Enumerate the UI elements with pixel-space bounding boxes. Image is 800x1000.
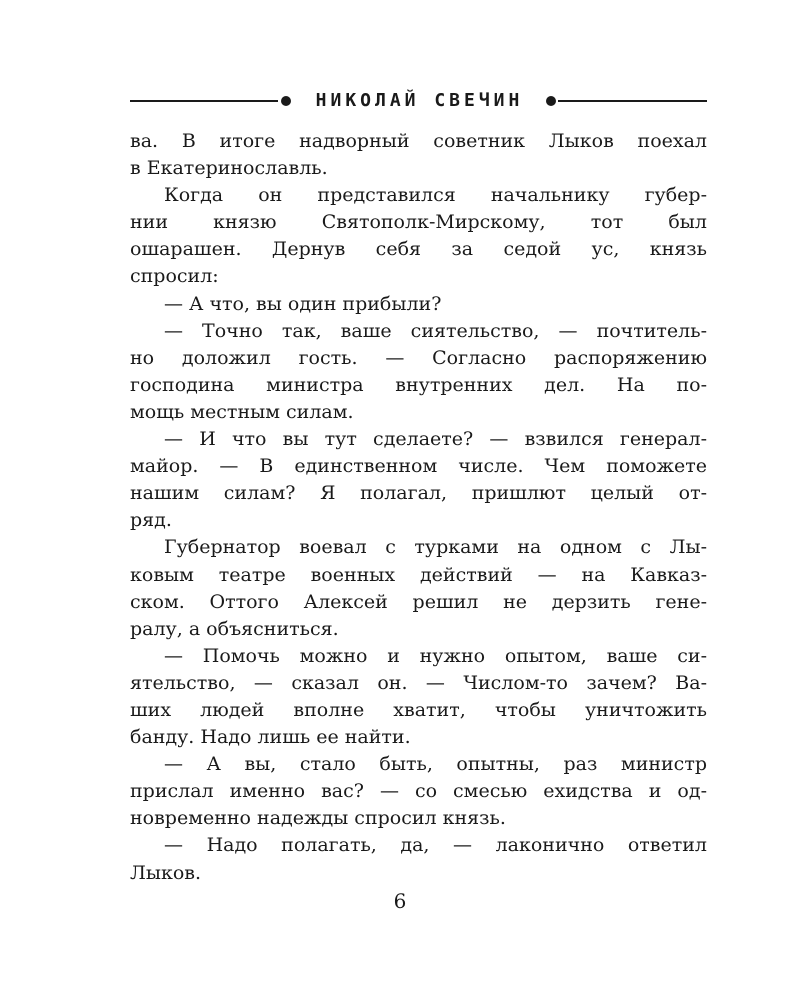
text-line: ском. Оттого Алексей решил не дерзить гене- [130,590,707,613]
text-line: мощь местным силам. [130,400,354,423]
text-line: ятельство, — сказал он. — Числом-то зачем? Ва- [130,671,707,694]
text-line: новременно надежды спросил князь. [130,807,506,830]
text-line: — А что, вы один прибыли? [164,292,442,315]
header-author-name: НИКОЛАЙ СВЕЧИН [315,90,524,111]
page-number: 6 [393,889,407,913]
text-line: ралу, а объясниться. [130,617,339,640]
text-line: Губернатор воевал с турками на одном с Лы- [164,536,707,559]
text-line: ших людей вполне хватит, чтобы уничтожить [130,698,707,721]
text-line: в Екатеринославль. [130,157,328,180]
text-line: банду. Надо лишь ее найти. [130,726,411,749]
text-line: — А вы, стало быть, опытны, раз министр [164,753,707,776]
running-header [130,86,707,116]
text-line: спросил: [130,265,219,288]
text-line: — Надо полагать, да, — лаконично ответил [164,834,707,857]
text-line: ошарашен. Дернув себя за седой ус, князь [130,238,707,261]
text-line: господина министра внутренних дел. На по- [130,373,707,396]
text-line: прислал именно вас? — со смесью ехидства и од- [130,780,707,803]
text-line: ковым театре военных действий — на Кавказ- [130,563,707,586]
text-line: нашим силам? Я полагал, пришлют целый от- [130,482,707,505]
text-line: — И что вы тут сделаете? — взвился генерал- [164,428,707,451]
text-line: но доложил гость. — Согласно распоряжению [130,346,707,369]
text-line: ряд. [130,509,172,532]
header-rule-left [130,100,278,102]
text-line: Лыков. [130,861,202,884]
text-line: нии князю Святополк-Мирскому, тот был [130,211,707,234]
text-line: ва. В итоге надворный советник Лыков поехал [130,130,707,152]
header-rule-right [558,100,707,102]
text-line: — Помочь можно и нужно опытом, ваше си- [164,644,707,667]
text-line: — Точно так, ваше сиятельство, — почтитель- [164,319,707,342]
page-body [130,128,707,887]
text-line: Когда он представился начальнику губер- [164,184,707,207]
header-bullet-left [281,96,291,106]
text-line: майор. — В единственном числе. Чем поможете [130,455,707,478]
header-bullet-right [546,96,556,106]
